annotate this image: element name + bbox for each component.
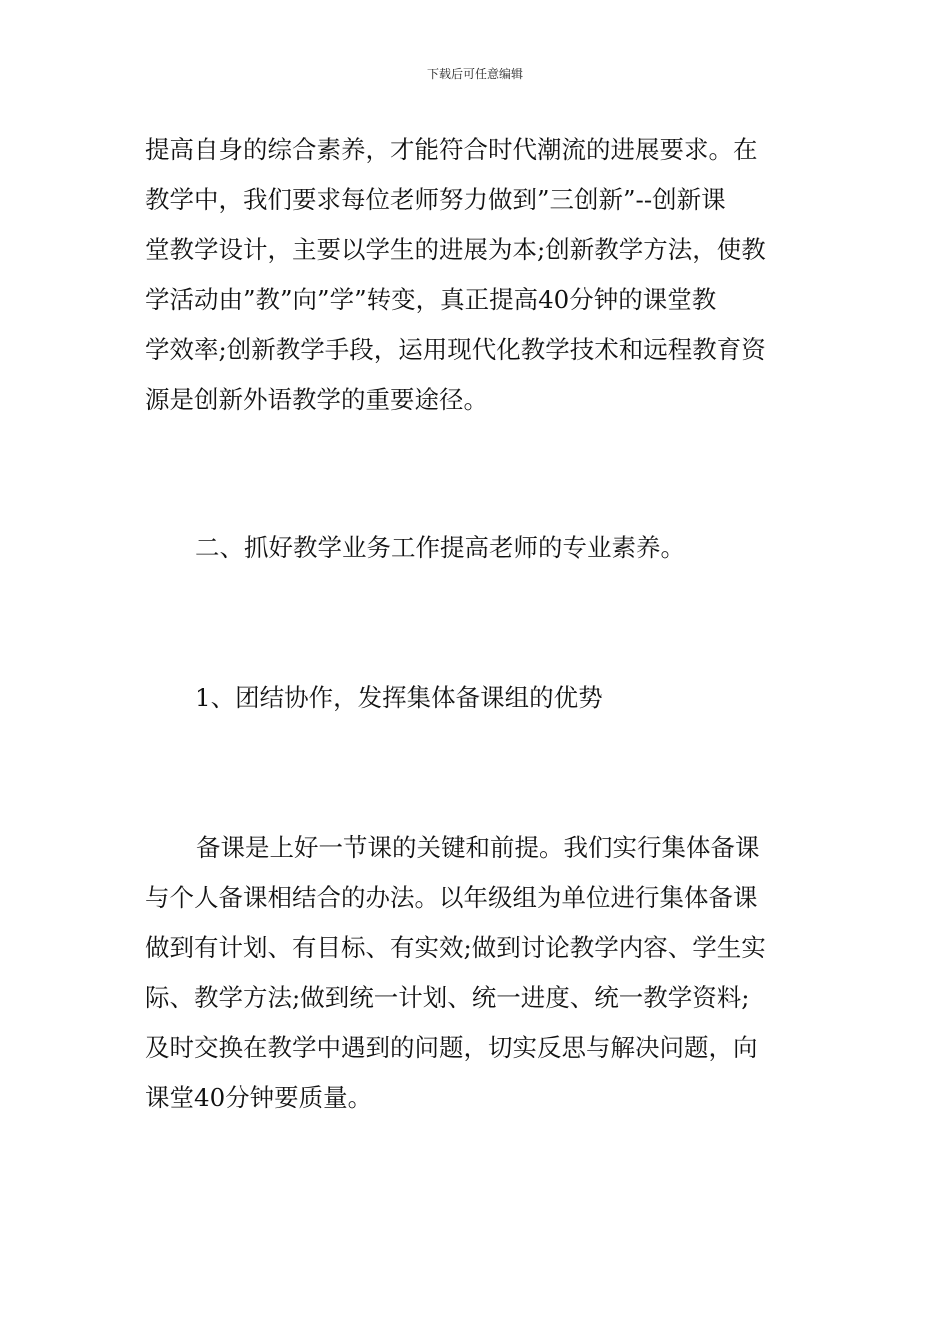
paragraph-line: 堂教学设计，主要以学生的进展为本;创新教学方法，使教 <box>145 235 766 264</box>
paragraph-line: 做到有计划、有目标、有实效;做到讨论教学内容、学生实 <box>145 933 766 962</box>
section-heading-text: 二、抓好教学业务工作提高老师的专业素养。 <box>195 533 685 562</box>
paragraph-line: 课堂40分钟要质量。 <box>145 1083 373 1112</box>
paragraph-line: 源是创新外语教学的重要途径。 <box>145 385 488 414</box>
section-heading <box>195 523 795 573</box>
paragraph-line: 际、教学方法;做到统一计划、统一进度、统一教学资料; <box>145 983 750 1012</box>
page-header: 下载后可任意编辑 <box>426 67 523 81</box>
paragraph-line: 学效率;创新教学手段，运用现代化教学技术和远程教育资 <box>145 335 766 364</box>
paragraph-line: 学活动由”教”向”学”转变，真正提高40分钟的课堂教 <box>145 285 717 314</box>
paragraph-line: 及时交换在教学中遇到的问题，切实反思与解决问题，向 <box>145 1033 758 1062</box>
paragraph-line: 教学中，我们要求每位老师努力做到”三创新”--创新课 <box>145 185 726 214</box>
paragraph-continuation <box>145 125 810 425</box>
paragraph-line: 与个人备课相结合的办法。以年级组为单位进行集体备课 <box>145 883 758 912</box>
paragraph-line: 备课是上好一节课的关键和前提。我们实行集体备课 <box>196 833 760 862</box>
paragraph-line: 提高自身的综合素养，才能符合时代潮流的进展要求。在 <box>145 135 758 164</box>
subsection-heading <box>195 673 795 723</box>
subsection-heading-text: 1、团结协作，发挥集体备课组的优势 <box>195 683 603 712</box>
paragraph-lesson-prep <box>145 823 810 1123</box>
